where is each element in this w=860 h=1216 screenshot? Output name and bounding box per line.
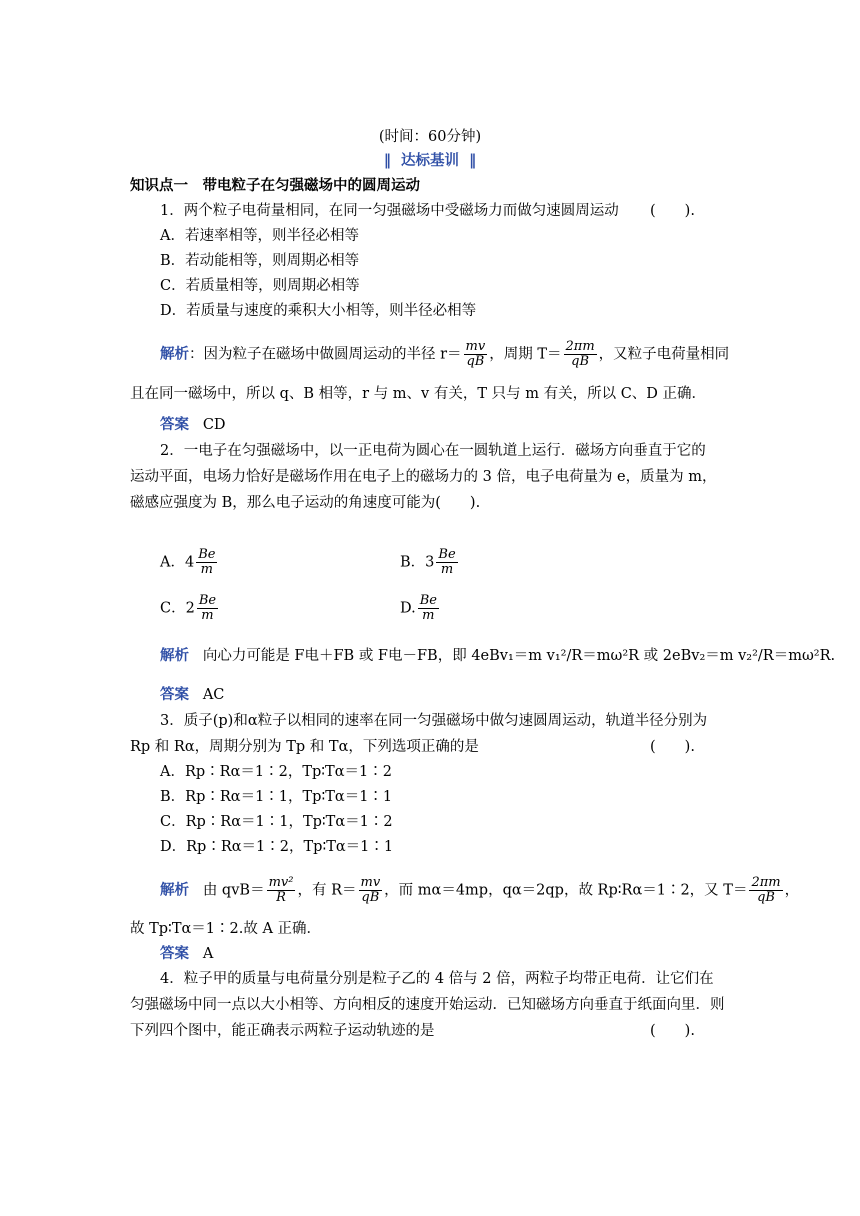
q2-stem-1: 2．一电子在匀强磁场中，以一正电荷为圆心在一圆轨道上运行．磁场方向垂直于它的 — [160, 443, 706, 459]
q2-analysis: 解析 向心力可能是 F电＋FB 或 F电－FB，即 4eBv₁＝m v₁²/R＝mω²R 或 2eBv₂＝m v₂²/R＝mω²R. — [160, 647, 836, 664]
fraction: $\frac{mv}{qB}$ — [465, 339, 486, 369]
q1-analysis-line2: 且在同一磁场中，所以 q、B 相等，r 与 m、v 有关，T 只与 m 有关，所以 C、D 正确． — [130, 386, 707, 402]
q1-option-c: C．若质量相等，则周期必相等 — [160, 278, 360, 294]
q1-analysis-label: 解析 — [160, 345, 189, 363]
q1-option-d: D．若质量与速度的乘积大小相等，则半径必相等 — [160, 303, 477, 319]
q3-paren: ( ). — [650, 739, 695, 755]
fraction: $\frac{2\pi m}{qB}$ — [565, 339, 595, 369]
q3-analysis-line1: 解析 由 qvB＝ $\frac{\text{mv²}}{R}$ ，有 R＝ $\frac{mv}{qB}$ ，而 mα＝4mp，qα＝2qp，故 Rp∶Rα＝1∶2，又 T＝ $\frac{2\pi m}{qB}$ ， — [160, 875, 800, 905]
bar-left-icon: ‖ — [383, 152, 391, 169]
q3-answer: 答案 A — [160, 945, 214, 962]
q2-stem-2: 运动平面，电场力恰好是磁场作用在电子上的磁场力的 3 倍，电子电荷量为 e，质量为 m， — [130, 469, 717, 485]
q2-option-b: B．3 $\frac{Be}{m}$ — [400, 547, 456, 577]
q3-option-d: D．Rp∶Rα＝1∶2，Tp∶Tα＝1∶1 — [160, 839, 394, 855]
bar-right-icon: ‖ — [469, 152, 477, 169]
q1-option-b: B．若动能相等，则周期必相等 — [160, 253, 360, 269]
q3-analysis-line2: 故 Tp∶Tα＝1∶2.故 A 正确． — [130, 921, 322, 937]
q1-analysis-line1: 解析：因为粒子在磁场中做圆周运动的半径 r＝ $\frac{mv}{qB}$ ，周期 T＝ $\frac{2\pi m}{qB}$ ，又粒子电荷量相同 — [160, 339, 730, 369]
q1-answer: 答案 CD — [160, 416, 226, 433]
q3-option-a: A．Rp∶Rα＝1∶2，Tp∶Tα＝1∶2 — [160, 764, 392, 780]
q2-option-c: C．2 $\frac{Be}{m}$ — [160, 593, 217, 623]
q4-stem-1: 4．粒子甲的质量与电荷量分别是粒子乙的 4 倍与 2 倍，两粒子均带正电荷．让它们在 — [160, 971, 714, 987]
q3-stem-2: Rp 和 Rα，周期分别为 Tp 和 Tα，下列选项正确的是 — [130, 739, 479, 755]
q3-option-b: B．Rp∶Rα＝1∶1，Tp∶Tα＝1∶1 — [160, 789, 393, 805]
q4-stem-2: 匀强磁场中同一点以大小相等、方向相反的速度开始运动．已知磁场方向垂直于纸面向里．则 — [130, 997, 725, 1013]
section-title: 达标基训 — [401, 152, 459, 169]
q3-option-c: C．Rp∶Rα＝1∶1，Tp∶Tα＝1∶2 — [160, 814, 393, 830]
q1-paren: ( ). — [650, 203, 695, 219]
q1-stem: 1．两个粒子电荷量相同，在同一匀强磁场中受磁场力而做匀速圆周运动 — [160, 203, 619, 219]
q3-stem-1: 3．质子(p)和α粒子以相同的速率在同一匀强磁场中做匀速圆周运动，轨道半径分别为 — [160, 713, 708, 729]
q2-option-d: D. $\frac{Be}{m}$ — [400, 593, 437, 623]
q2-option-a: A．4 $\frac{Be}{m}$ — [160, 547, 216, 577]
q4-stem-3: 下列四个图中，能正确表示两粒子运动轨迹的是 — [130, 1023, 435, 1039]
time-limit: (时间：60分钟) — [378, 129, 482, 145]
knowledge-point-title: 知识点一 带电粒子在匀强磁场中的圆周运动 — [130, 177, 420, 194]
q1-option-a: A．若速率相等，则半径必相等 — [160, 228, 359, 244]
q4-paren: ( ). — [650, 1023, 695, 1039]
q2-stem-3: 磁感应强度为 B，那么电子运动的角速度可能为( ). — [130, 495, 481, 511]
q2-answer: 答案 AC — [160, 686, 225, 703]
section-header — [0, 150, 860, 172]
